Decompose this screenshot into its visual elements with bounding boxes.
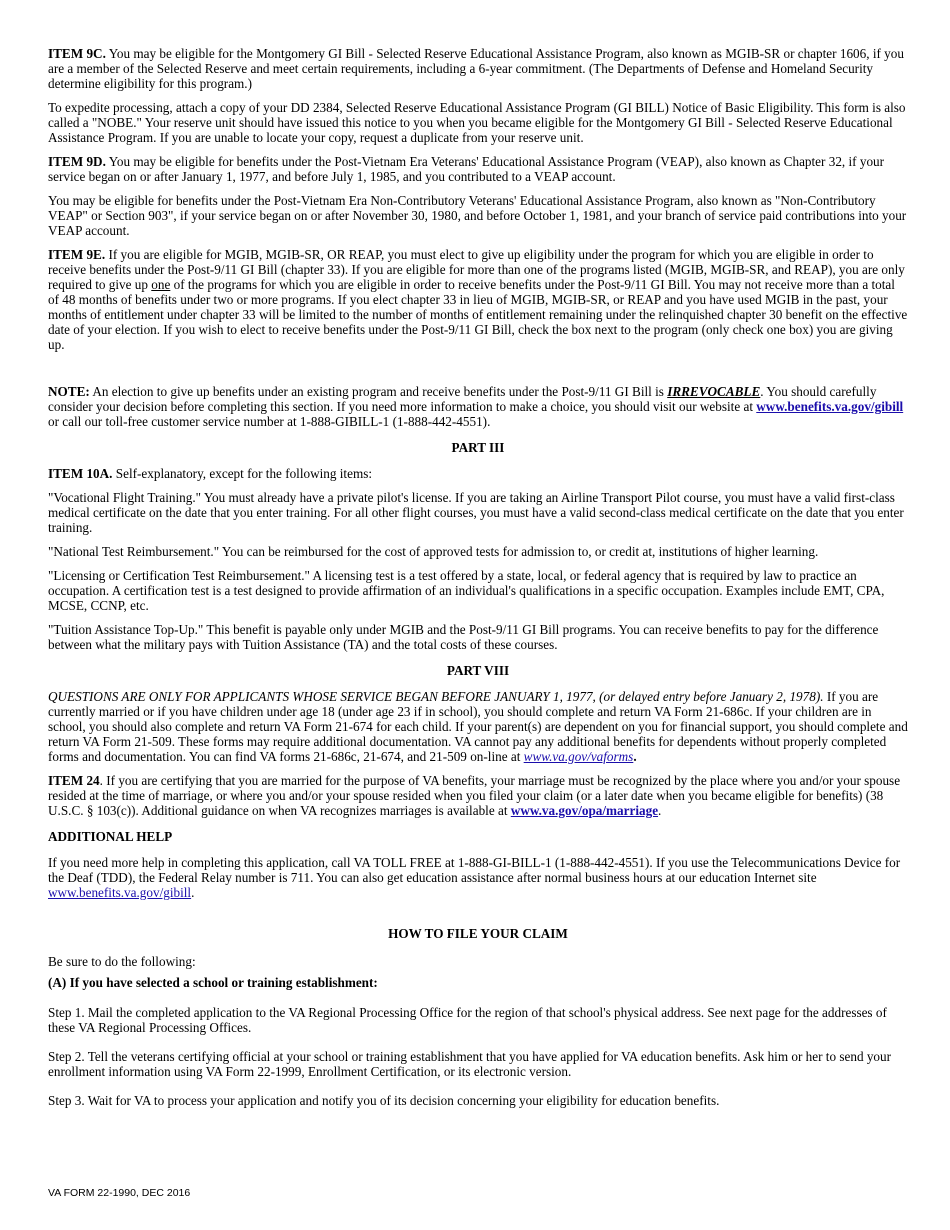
additional-help-heading: ADDITIONAL HELP [48, 829, 173, 844]
part-iii-heading: PART III [451, 440, 505, 455]
item-9e-text-a: If you are eligible for MGIB, MGIB-SR, OR REAP, you must elect to give up eligibility under the program for which you are eligible in order to receive benefits under the Post-9/11 GI Bill (chapter 33). If you are eligible for more than one of the programs listed (MGIB, MGIB-SR, and REAP), you are only required to give up [48, 247, 905, 292]
licensing-test-paragraph: "Licensing or Certification Test Reimbursement." A licensing test is a test offered by a state, local, or federal agency that is required by law to practice an occupation. A certification test is a test designed to provide affirmation of an individual's qualifications in a specific occupation. Examples include EMT, CPA, MCSE, CCNP, etc. [48, 568, 885, 613]
how-to-file-heading: HOW TO FILE YOUR CLAIM [388, 926, 568, 941]
item-24-text: . If you are certifying that you are married for the purpose of VA benefits, your marriage must be recognized by the place where you and/or your spouse resided at the time of marriage, or where you and/or your spouse resided when you filed your claim (or a later date when you became eligible for benefits) (38 U.S.C. § 103(c)). Additional guidance on when VA recognizes marriages is available at [48, 773, 901, 818]
school-selected-subheading: (A) If you have selected a school or training establishment: [48, 975, 378, 990]
additional-help-gibill-link[interactable]: www.benefits.va.gov/gibill [48, 885, 192, 900]
additional-help-paragraph: If you need more help in completing this application, call VA TOLL FREE at 1-888-GI-BILL-1 (1-888-442-4551). If you use the Telecommunications Device for the Deaf (TDD), the Federal Relay number is 711. You can also get education assistance after normal business hours at our education Internet site www.benefits.va.gov/gibill. [48, 855, 901, 900]
item-10a-paragraph [48, 466, 908, 481]
step-2-paragraph: Step 2. Tell the veterans certifying official at your school or training establishment that you have applied for VA education benefits. Ask him or her to send your enrollment information using VA Form 22-1999, Enrollment Certification, or its electronic version. [48, 1049, 892, 1079]
item-9c-text: You may be eligible for the Montgomery GI Bill - Selected Reserve Educational Assistance Program, also known as MGIB-SR or chapter 1606, if you are a member of the Selected Reserve and meet certain requirements, including a 6-year commitment. (The Departments of Defense and Homeland Security determine eligibility for this program.) [48, 46, 904, 91]
step-1-paragraph: Step 1. Mail the completed application to the VA Regional Processing Office for the region of that school's physical address. See next page for the addresses of these VA Regional Processing Offices. [48, 1005, 887, 1035]
additional-help-text: If you need more help in completing this application, call VA TOLL FREE at 1-888-GI-BILL-1 (1-888-442-4551). If you use the Telecommunications Device for the Deaf (TDD), the Federal Relay number is 711. You can also get education assistance after normal business hours at our education Internet site [48, 855, 901, 885]
note-text-b: . You should carefully consider your decision before completing this section. If you need more information to make a choice, you should visit our website at [48, 384, 877, 414]
form-footer: VA FORM 22-1990, DEC 2016 [48, 1187, 191, 1199]
tuition-topup-paragraph: "Tuition Assistance Top-Up." This benefit is payable only under MGIB and the Post-9/11 GI Bill programs. You can receive benefits to pay for the difference between what the military pays with Tuition Assistance (TA) and the total costs of these courses. [48, 622, 879, 652]
part-viii-text: If you are currently married or if you have children under age 18 (under age 23 if in school), you should complete and return VA Form 21-686c. If your children are in school, you should also complete and return VA Form 21-674 for each child. If your parent(s) are dependent on you for financial support, you should complete and return VA Form 21-509. These forms may require additional documentation. VA cannot pay any additional benefits for dependents without properly completed forms and documentation. You can find VA forms 21-686c, 21-674, and 21-509 on-line at [48, 689, 908, 764]
item-9d-noncontributory-paragraph: You may be eligible for benefits under the Post-Vietnam Era Non-Contributory Veterans' Educational Assistance Program, also known as "Non-Contributory VEAP" or Section 903", if your service began on or after November 30, 1980, and before October 1, 1981, and your branch of service paid contributions into your VEAP account. [48, 193, 907, 238]
item-24-label: ITEM 24 [48, 773, 100, 788]
item-9e-text-b: of the programs for which you are eligible in order to receive benefits under the Post-9/11 GI Bill. You may not receive more than a total of 48 months of benefits under two or more programs. If you elect chapter 33 in lieu of MGIB, MGIB-SR, or REAP and you have used MGIB in the past, your months of entitlement under chapter 33 will be limited to the number of months of entitlement remaining under the relinquished chapter 30 benefit on the effective date of your election. If you wish to elect to receive benefits under the Post-9/11 GI Bill, check the box next to the program (only check one box) you are giving up. [48, 277, 908, 352]
flight-training-paragraph: "Vocational Flight Training." You must already have a private pilot's license. If you are taking an Airline Transport Pilot course, you must have a valid first-class medical certificate on the date that you enter training. For all other flight courses, you must have a valid second-class medical certificate on the date that you enter training. [48, 490, 904, 535]
gibill-link[interactable]: www.benefits.va.gov/gibill [756, 399, 904, 414]
item-10a-label: ITEM 10A. [48, 466, 113, 481]
item-9d-text: You may be eligible for benefits under the Post-Vietnam Era Veterans' Educational Assistance Program (VEAP), also known as Chapter 32, if your service began on or after January 1, 1977, and before July 1, 1985, and you contributed to a VEAP account. [48, 154, 885, 184]
part-viii-italic: QUESTIONS ARE ONLY FOR APPLICANTS WHOSE SERVICE BEGAN BEFORE JANUARY 1, 1977, (or delayed entry before January 2, 1978). [48, 689, 824, 704]
step-3-paragraph: Step 3. Wait for VA to process your application and notify you of its decision concerning your eligibility for education benefits. [48, 1093, 720, 1108]
item-9c-nobe-paragraph: To expedite processing, attach a copy of your DD 2384, Selected Reserve Educational Assistance Program (GI BILL) Notice of Basic Eligibility. This form is also called a "NOBE." Your reserve unit should have issued this notice to you when you became eligible for the Montgomery GI Bill - Selected Reserve Educational Assistance Program. If you are unable to locate your copy, request a duplicate from your reserve unit. [48, 100, 906, 145]
form-instructions-page [48, 46, 908, 1108]
note-paragraph [48, 384, 908, 429]
item-24-paragraph: ITEM 24. If you are certifying that you are married for the purpose of VA benefits, your marriage must be recognized by the place where you and/or your spouse resided at the time of marriage, or where you and/or your spouse resided when you filed your claim (or a later date when you became eligible for benefits) (38 U.S.C. § 103(c)). Additional guidance on when VA recognizes marriages is available at www.va.gov/opa/marriage. [48, 773, 901, 818]
note-text-a: An election to give up benefits under an existing program and receive benefits under the Post-9/11 GI Bill is [92, 384, 664, 399]
item-9c-label: ITEM 9C. [48, 46, 106, 61]
note-text-c: or call our toll-free customer service number at 1-888-GIBILL-1 (1-888-442-4551). [48, 414, 491, 429]
vaforms-link[interactable]: www.va.gov/vaforms [523, 749, 634, 764]
marriage-link[interactable]: www.va.gov/opa/marriage [510, 803, 659, 818]
item-10a-text: Self-explanatory, except for the following items: [115, 466, 373, 481]
part-viii-paragraph: QUESTIONS ARE ONLY FOR APPLICANTS WHOSE SERVICE BEGAN BEFORE JANUARY 1, 1977, (or delayed entry before January 2, 1978). If you are currently married or if you have children under age 18 (under age 23 if in school), you should complete and return VA Form 21-686c. If your children are in school, you should also complete and return VA Form 21-674 for each child. If your parent(s) are dependent on you for financial support, you should complete and return VA Form 21-509. These forms may require additional documentation. VA cannot pay any additional benefits for dependents without properly completed forms and documentation. You can find VA forms 21-686c, 21-674, and 21-509 on-line at www.va.gov/vaforms. [48, 689, 908, 764]
irrevocable-text: IRREVOCABLE [667, 384, 761, 399]
item-9e-label: ITEM 9E. [48, 247, 106, 262]
item-9e-one: one [151, 277, 171, 292]
item-9d-paragraph [48, 154, 908, 184]
part-viii-heading: PART VIII [446, 663, 510, 678]
item-9e-paragraph [48, 247, 908, 352]
item-9d-label: ITEM 9D. [48, 154, 106, 169]
national-test-paragraph: "National Test Reimbursement." You can be reimbursed for the cost of approved tests for admission to, or credit at, institutions of higher learning. [48, 544, 819, 559]
note-label: NOTE: [48, 384, 90, 399]
how-to-file-intro: Be sure to do the following: [48, 954, 196, 969]
item-9c-paragraph [48, 46, 908, 91]
